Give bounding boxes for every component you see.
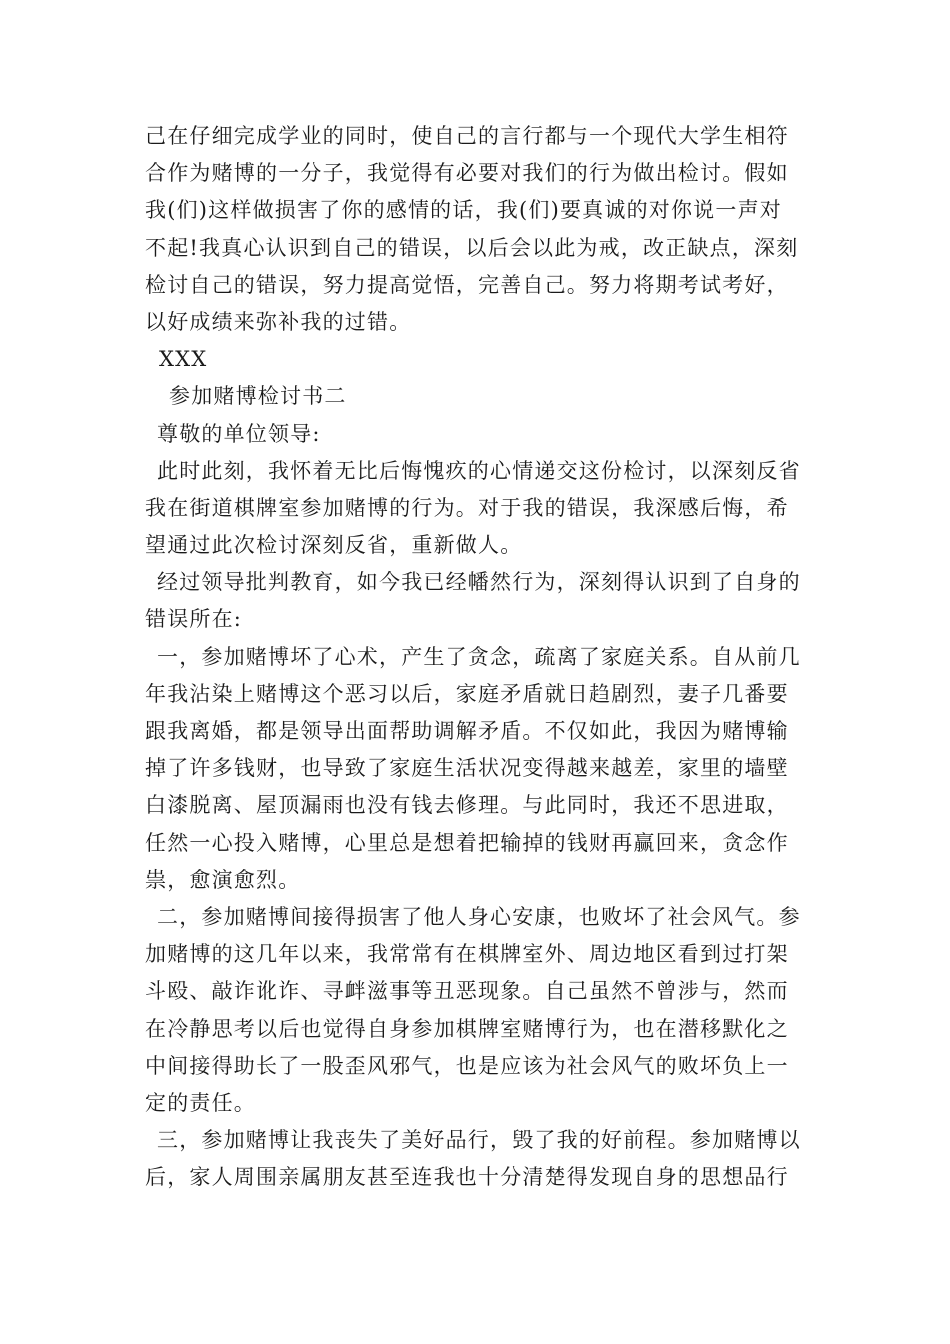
text-line: 中间接得助长了一股歪风邪气，也是应该为社会风气的败坏负上一: [145, 1053, 789, 1078]
signature: XXX: [159, 347, 208, 372]
text-line: 三，参加赌博让我丧失了美好品行，毁了我的好前程。参加赌博以: [157, 1128, 801, 1153]
text-line: 检讨自己的错误，努力提高觉悟，完善自己。努力将期考试考好，: [145, 272, 789, 297]
text-line: 斗殴、敲诈讹诈、寻衅滋事等丑恶现象。自己虽然不曾涉与，然而: [145, 979, 789, 1004]
section-title: 参加赌博检讨书二: [169, 384, 347, 409]
text-line: 祟，愈演愈烈。: [145, 867, 301, 892]
text-line: 白漆脱离、屋顶漏雨也没有钱去修理。与此同时，我还不思进取，: [145, 793, 789, 818]
text-line: 我在街道棋牌室参加赌博的行为。对于我的错误，我深感后悔，希: [145, 495, 789, 520]
text-line: 跟我离婚，都是领导出面帮助调解矛盾。不仅如此，我因为赌博输: [145, 719, 789, 743]
text-line: 我(们)这样做损害了你的感情的话，我(们)要真诚的对你说一声对: [145, 198, 782, 223]
text-line: 以好成绩来弥补我的过错。: [145, 309, 412, 334]
salutation: 尊敬的单位领导:: [157, 421, 321, 446]
text-line: 错误所在:: [145, 607, 243, 632]
text-line: 望通过此次检讨深刻反省，重新做人。: [145, 533, 523, 558]
text-line: 一，参加赌博坏了心术，产生了贪念，疏离了家庭关系。自从前几: [157, 644, 801, 669]
text-line: 年我沾染上赌博这个恶习以后，家庭矛盾就日趋剧烈，妻子几番要: [145, 681, 789, 706]
text-line: 己在仔细完成学业的同时，使自己的言行都与一个现代大学生相符: [145, 124, 789, 148]
text-line: 掉了许多钱财，也导致了家庭生活状况变得越来越差，家里的墙壁: [145, 756, 789, 781]
text-line: 二，参加赌博间接得损害了他人身心安康，也败坏了社会风气。参: [157, 904, 801, 929]
text-line: 加赌博的这几年以来，我常常有在棋牌室外、周边地区看到过打架: [145, 942, 789, 967]
text-line: 定的责任。: [145, 1090, 256, 1115]
text-line: 在冷静思考以后也觉得自身参加棋牌室赌博行为，也在潜移默化之: [145, 1016, 789, 1041]
text-line: 合作为赌博的一分子，我觉得有必要对我们的行为做出检讨。假如: [145, 161, 789, 186]
text-line: 经过领导批判教育，如今我已经幡然行为，深刻得认识到了自身的: [157, 570, 801, 595]
text-line: 任然一心投入赌博，心里总是想着把输掉的钱财再赢回来，贪念作: [145, 830, 789, 855]
text-line: 后，家人周围亲属朋友甚至连我也十分清楚得发现自身的思想品行: [145, 1165, 789, 1190]
text-line: 此时此刻，我怀着无比后悔愧疚的心情递交这份检讨，以深刻反省: [157, 458, 801, 483]
document-body: [145, 118, 810, 1196]
text-line: 不起!我真心认识到自己的错误，以后会以此为戒，改正缺点，深刻: [145, 235, 799, 260]
